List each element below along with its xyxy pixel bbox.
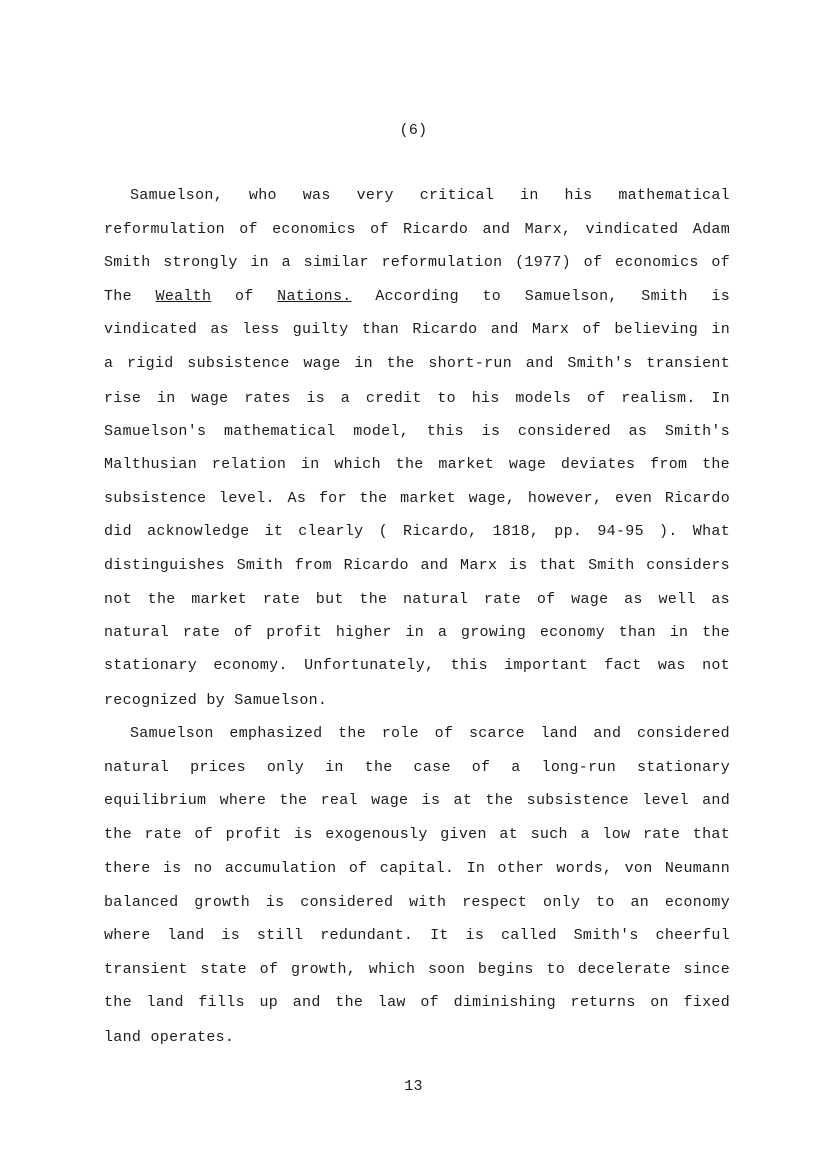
- text-line: natural rate of profit higher in a growing economy than in the: [104, 624, 730, 641]
- text-line: reformulation of economics of Ricardo and Marx, vindicated Adam: [104, 221, 730, 238]
- text-line: subsistence level. As for the market wage, however, even Ricardo: [104, 490, 730, 507]
- text-line: equilibrium where the real wage is at the subsistence level and: [104, 792, 730, 809]
- text-line: Samuelson, who was very critical in his mathematical: [130, 187, 730, 204]
- text-line: Smith strongly in a similar reformulation (1977) of economics of: [104, 254, 730, 271]
- text-line: natural prices only in the case of a long-run stationary: [104, 759, 730, 776]
- text-line: Samuelson's mathematical model, this is considered as Smith's: [104, 423, 730, 440]
- text-line: balanced growth is considered with respect only to an economy: [104, 894, 730, 911]
- page-number: 13: [404, 1078, 423, 1095]
- text-line: where land is still redundant. It is called Smith's cheerful: [104, 927, 730, 944]
- text-line: Malthusian relation in which the market wage deviates from the: [104, 456, 730, 473]
- text-line: distinguishes Smith from Ricardo and Marx is that Smith considers: [104, 557, 730, 574]
- title-word: The: [104, 288, 132, 305]
- text-line: stationary economy. Unfortunately, this important fact was not: [104, 657, 730, 674]
- text-line: did acknowledge it clearly ( Ricardo, 1818, pp. 94-95 ). What: [104, 523, 730, 540]
- text-line: the land fills up and the law of diminishing returns on fixed: [104, 994, 730, 1011]
- text-line-title: [104, 287, 730, 307]
- text-line: there is no accumulation of capital. In other words, von Neumann: [104, 860, 730, 877]
- text-line: a rigid subsistence wage in the short-run and Smith's transient: [104, 355, 730, 372]
- section-number: (6): [399, 122, 428, 139]
- title-word: of: [234, 288, 254, 305]
- text-line: recognized by Samuelson.: [104, 692, 328, 709]
- text-line: the rate of profit is exogenously given at such a low rate that: [104, 826, 730, 843]
- text-line: rise in wage rates is a credit to his models of realism. In: [104, 390, 730, 407]
- text-segment: According to Samuelson, Smith is: [375, 288, 731, 305]
- book-title-nations: Nations.: [277, 288, 352, 305]
- text-line: vindicated as less guilty than Ricardo and Marx of believing in: [104, 321, 730, 338]
- text-line: Samuelson emphasized the role of scarce land and considered: [130, 725, 730, 742]
- text-line: land operates.: [104, 1029, 235, 1046]
- text-line: not the market rate but the natural rate of wage as well as: [104, 591, 730, 608]
- book-title-wealth: Wealth: [155, 288, 212, 305]
- text-line: transient state of growth, which soon begins to decelerate since: [104, 961, 730, 978]
